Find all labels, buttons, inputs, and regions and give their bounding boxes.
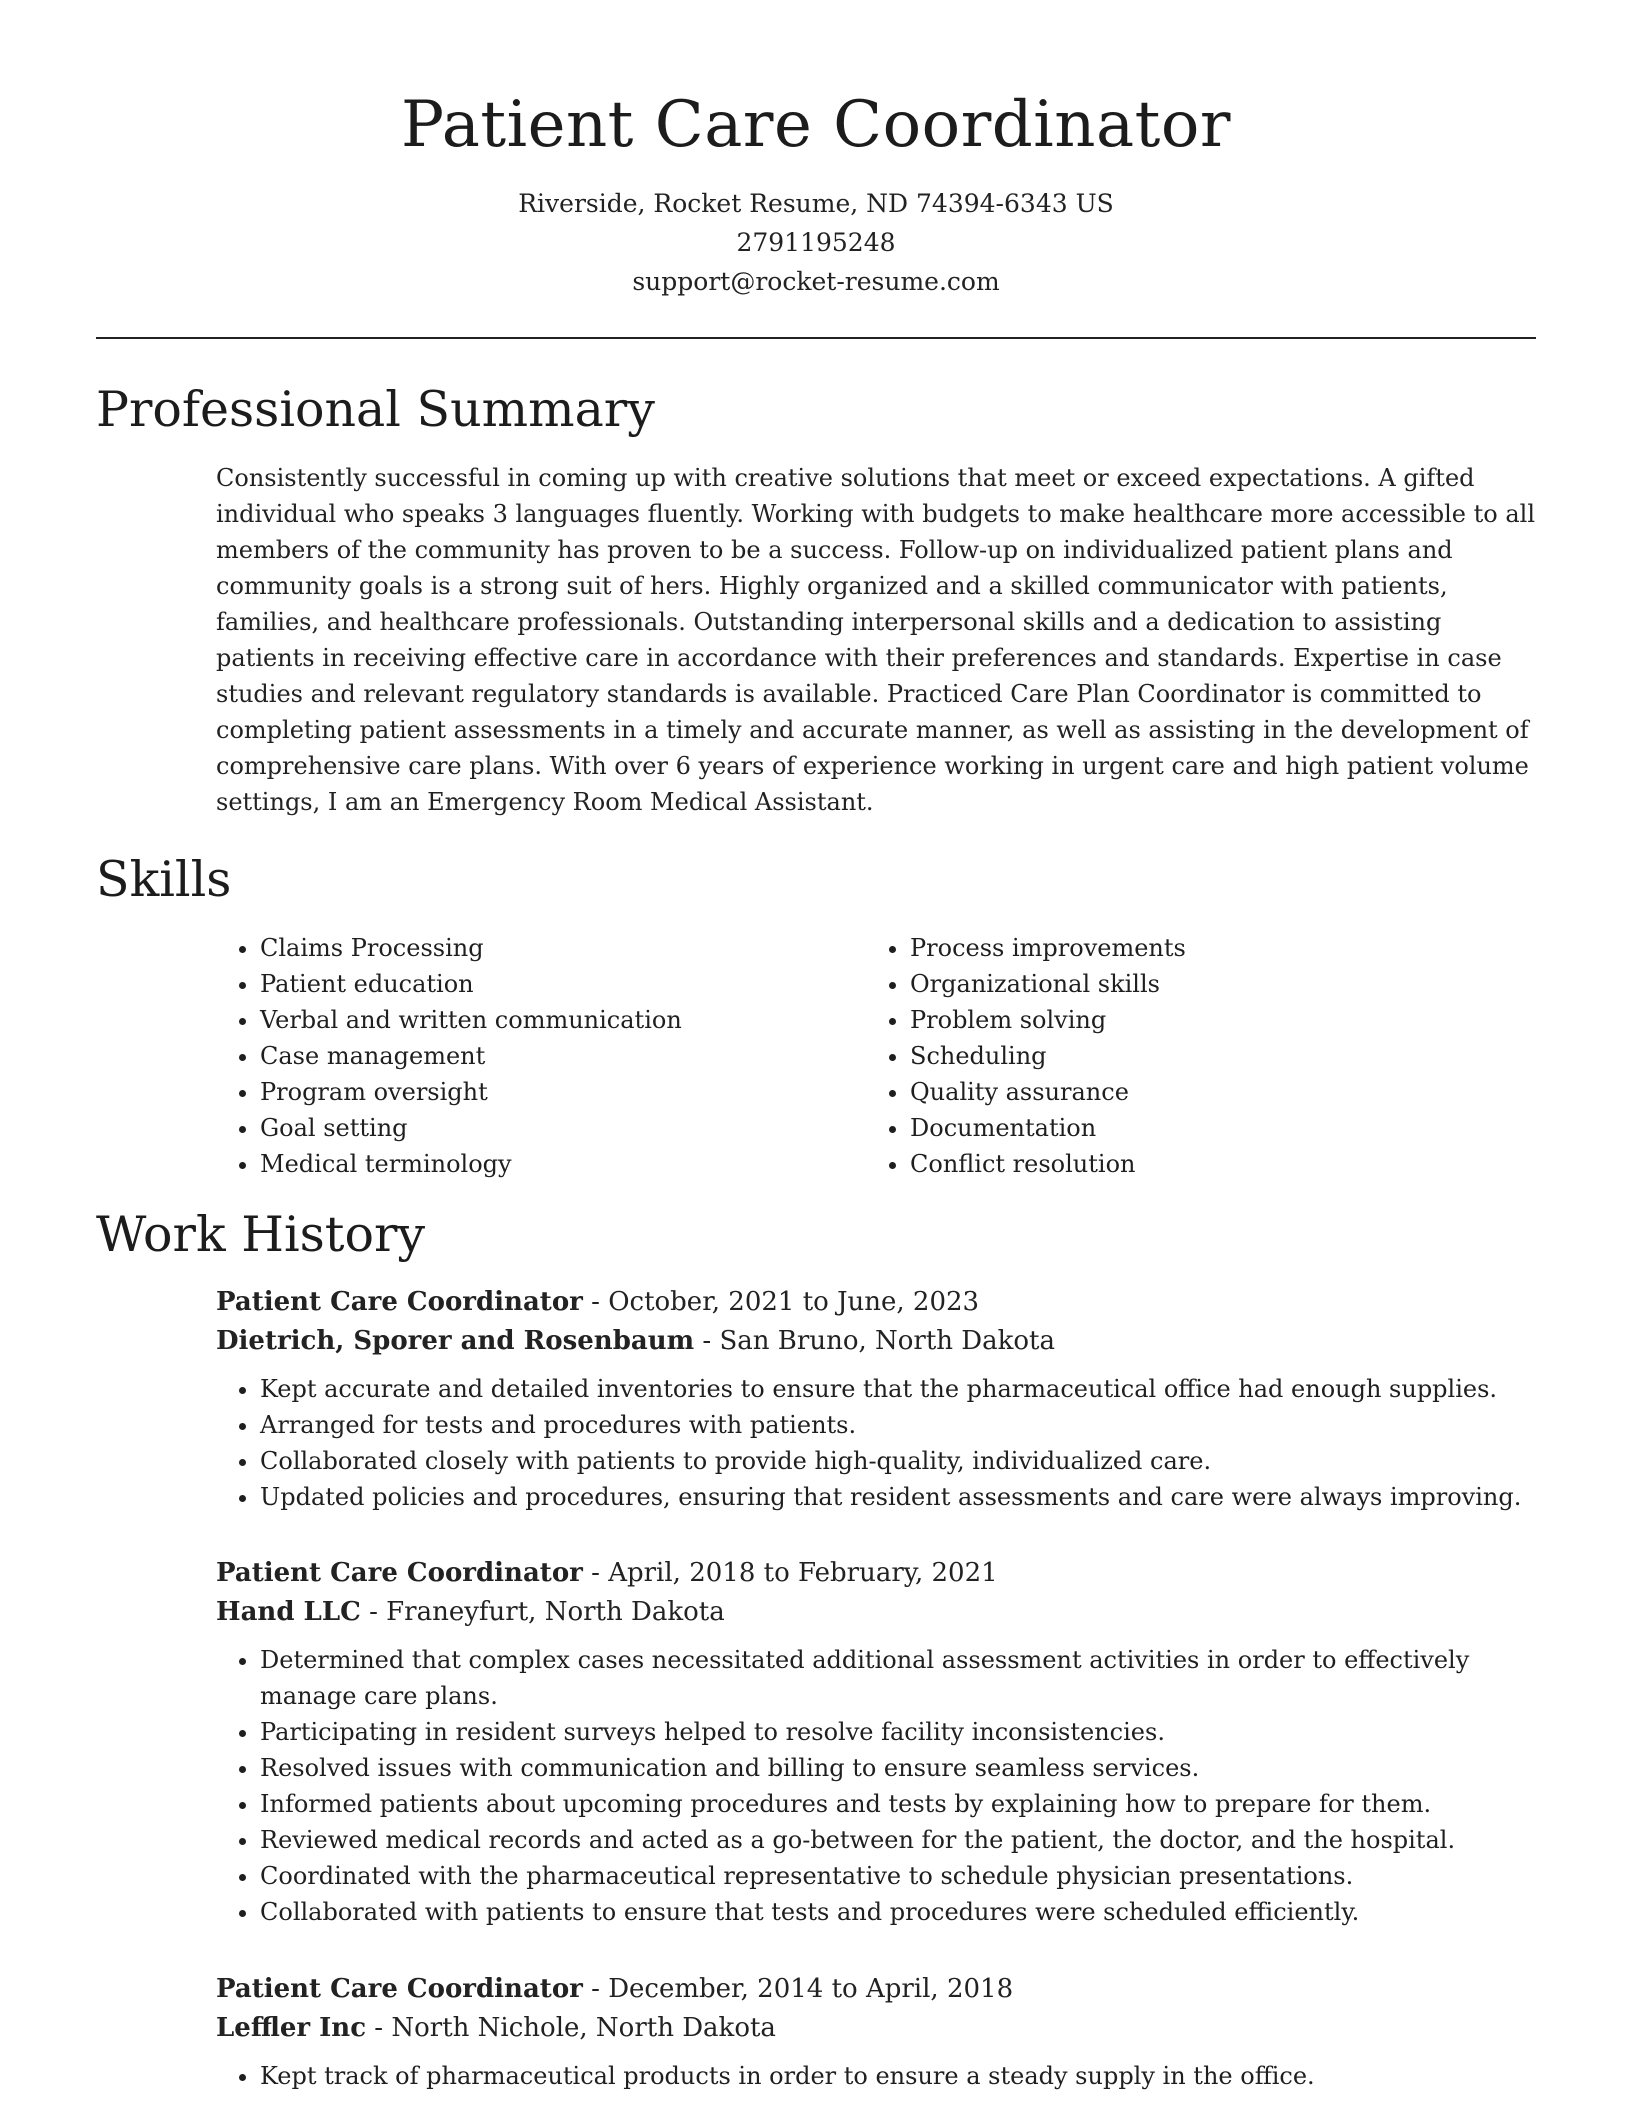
job-title-line [216,1970,1536,2009]
job-bullets [216,1371,1536,1515]
skill-item: • Documentation [910,1110,1516,1146]
skill-item: • Conflict resolution [910,1146,1516,1182]
job-title: Patient Care Coordinator [216,1558,583,1588]
summary-section [96,380,1536,820]
skills-right-column [866,930,1516,1182]
job-dates: October, 2021 to June, 2023 [608,1287,980,1317]
work-history-section [96,1205,1536,1265]
separator: - [366,2013,392,2043]
job-location: North Nichole, North Dakota [391,2013,776,2043]
skills-title: Skills [96,851,232,908]
skills-left-column [216,930,866,1182]
company-line [216,1322,1536,1361]
job-title-line [216,1283,1536,1322]
header-divider [96,337,1536,339]
job-bullet: • Informed patients about upcoming procedures and tests by explaining how to prepare for them. [260,1786,1536,1822]
email: support@rocket-resume.com [632,267,1000,296]
summary-text: Consistently successful in coming up with creative solutions that meet or exceed expectations. A gifted individual who speaks 3 languages fluently. Working with budgets to make healthcare more accessible to all members of the community has proven to be a success. Follow-up on individualized patient plans and community goals is a strong suit of hers. Highly organized and a skilled communicator with patients, families, and healthcare professionals. Outstanding interpersonal skills and a dedication to assisting patients in receiving effective care in accordance with their preferences and standards. Expertise in case studies and relevant regulatory standards is available. Practiced Care Plan Coordinator is committed to completing patient assessments in a timely and accurate manner, as well as assisting in the development of comprehensive care plans. With over 6 years of experience working in urgent care and high patient volume settings, I am an Emergency Room Medical Assistant. [216,464,1536,816]
job-entry [216,1554,1536,1930]
job-bullet: • Determined that complex cases necessitated additional assessment activities in order to effectively manage care plans. [260,1642,1536,1714]
skill-item: • Program oversight [260,1074,866,1110]
company-line [216,2009,1536,2048]
job-bullet: • Collaborated with patients to ensure that tests and procedures were scheduled efficiently. [260,1894,1536,1930]
skill-item: • Problem solving [910,1002,1516,1038]
separator: - [582,1287,609,1317]
job-bullet: • Participating in resident surveys helped to resolve facility inconsistencies. [260,1714,1536,1750]
candidate-name: Patient Care Coordinator [401,88,1231,162]
skill-item: • Quality assurance [910,1074,1516,1110]
company-name: Hand LLC [216,1597,361,1627]
skill-item: • Verbal and written communication [260,1002,866,1038]
work-history-title: Work History [96,1206,426,1263]
skill-item: • Case management [260,1038,866,1074]
job-bullet: • Kept track of pharmaceutical products in order to ensure a steady supply in the office. [260,2058,1536,2094]
job-entry [216,1970,1536,2094]
separator: - [694,1326,720,1356]
skills-grid [216,930,1536,1182]
job-bullet: • Arranged for tests and procedures with patients. [260,1407,1536,1443]
job-bullet: • Reviewed medical records and acted as a go-between for the patient, the doctor, and the hospital. [260,1822,1536,1858]
summary-title: Professional Summary [96,381,655,438]
job-dates: December, 2014 to April, 2018 [608,1974,1014,2004]
company-name: Dietrich, Sporer and Rosenbaum [216,1326,695,1356]
job-bullet: • Coordinated with the pharmaceutical representative to schedule physician presentations. [260,1858,1536,1894]
job-title: Patient Care Coordinator [216,1287,583,1317]
job-bullets [216,2058,1536,2094]
job-bullet: • Updated policies and procedures, ensuring that resident assessments and care were always improving. [260,1479,1536,1515]
job-entry [216,1283,1536,1515]
job-bullets [216,1642,1536,1930]
job-location: San Bruno, North Dakota [719,1326,1055,1356]
resume-header [96,0,1536,339]
resume-page [96,0,1536,2090]
contact-block [96,184,1536,301]
skills-section [96,850,1536,1182]
skill-item: • Goal setting [260,1110,866,1146]
phone: 2791195248 [736,228,896,257]
job-bullet: • Resolved issues with communication and billing to ensure seamless services. [260,1750,1536,1786]
job-title-line [216,1554,1536,1593]
job-dates: April, 2018 to February, 2021 [608,1558,998,1588]
skill-item: • Medical terminology [260,1146,866,1182]
job-title: Patient Care Coordinator [216,1974,583,2004]
skill-item: • Patient education [260,966,866,1002]
company-name: Leffler Inc [216,2013,367,2043]
separator: - [582,1974,609,2004]
company-line [216,1593,1536,1632]
separator: - [582,1558,609,1588]
job-location: Franeyfurt, North Dakota [386,1597,725,1627]
separator: - [360,1597,387,1627]
skill-item: • Claims Processing [260,930,866,966]
job-bullet: • Kept accurate and detailed inventories to ensure that the pharmaceutical office had enough supplies. [260,1371,1536,1407]
job-bullet: • Collaborated closely with patients to provide high-quality, individualized care. [260,1443,1536,1479]
skill-item: • Process improvements [910,930,1516,966]
skill-item: • Scheduling [910,1038,1516,1074]
skill-item: • Organizational skills [910,966,1516,1002]
address: Riverside, Rocket Resume, ND 74394-6343 US [518,189,1114,218]
